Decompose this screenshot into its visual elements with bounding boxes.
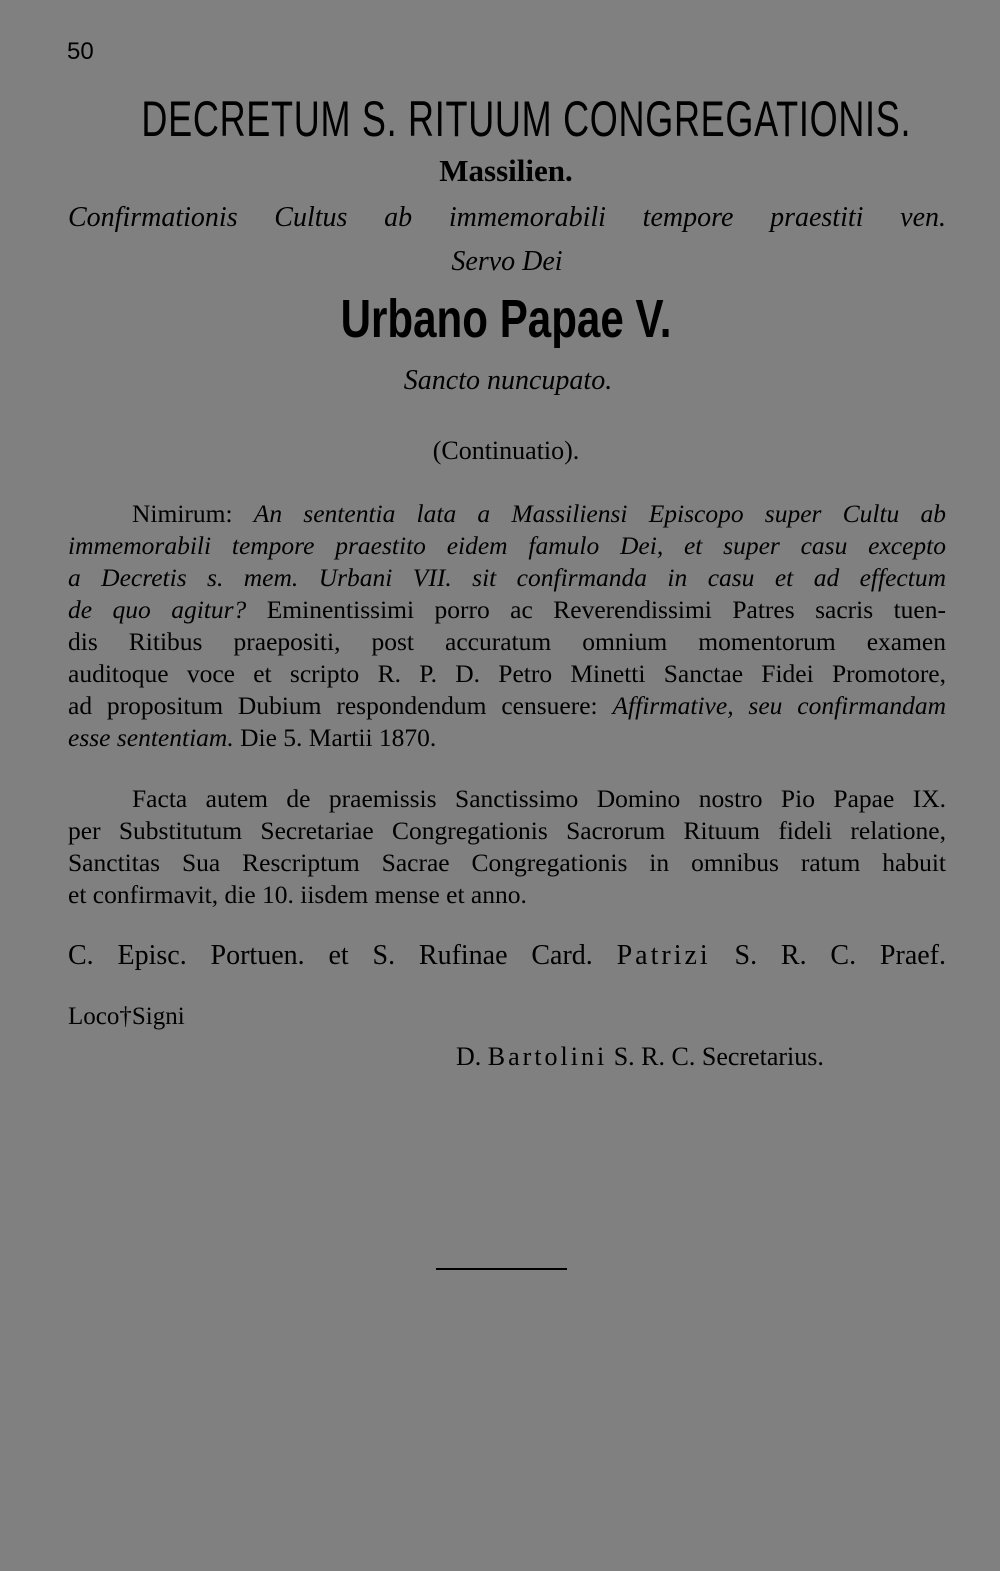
secretary-name: Bartolini bbox=[487, 1042, 608, 1071]
text-italic: Affirmative, seu confirmandam bbox=[612, 691, 946, 720]
diocese-heading: Massilien. bbox=[439, 153, 573, 188]
page-number: 50 bbox=[67, 38, 94, 65]
paragraph-1-line-4 bbox=[68, 594, 946, 626]
signatory-name: Patrizi bbox=[616, 940, 711, 971]
paragraph-2-line-2: per Substitutum Secretariae Congregationis Sacrorum Rituum fideli relatione, bbox=[68, 816, 946, 845]
signatory-prefix: C. Episc. Portuen. et S. Rufinae Card. bbox=[68, 940, 593, 971]
loco-signi: Loco†Signi bbox=[68, 1003, 185, 1030]
text-italic: esse sententiam. bbox=[68, 723, 234, 752]
signatory-suffix: S. R. C. Praef. bbox=[734, 940, 947, 971]
paragraph-1-line-3: a Decretis s. mem. Urbani VII. sit confirmanda in casu et ad effectum bbox=[68, 563, 946, 592]
text-roman: Die 5. Martii 1870. bbox=[233, 723, 437, 752]
sancto-line: Sancto nuncupato. bbox=[403, 365, 613, 396]
text-roman: Nimirum: bbox=[132, 499, 254, 528]
decree-paragraph-1 bbox=[68, 498, 946, 754]
paragraph-1-line-2: immemorabili tempore praestito eidem famulo Dei, et super casu excepto bbox=[68, 531, 946, 560]
continuatio-label: (Continuatio). bbox=[432, 436, 580, 465]
paragraph-2-line-3: Sanctitas Sua Rescriptum Sacrae Congregationis in omnibus ratum habuit bbox=[68, 848, 946, 877]
paragraph-1-line-8 bbox=[68, 722, 946, 754]
paragraph-1-line-1 bbox=[68, 498, 946, 530]
cardinal-signatory bbox=[68, 940, 946, 972]
secretary-suffix: S. R. C. Secretarius. bbox=[613, 1042, 824, 1071]
closing-rule bbox=[436, 1268, 567, 1270]
text-roman: ad propositum Dubium respondendum censuere: bbox=[68, 691, 613, 720]
pope-name-heading: Urbano Papae V. bbox=[340, 289, 672, 349]
paragraph-2-line-1: Facta autem de praemissis Sanctissimo Domino nostro Pio Papae IX. bbox=[132, 784, 946, 813]
text-roman: Eminentissimi porro ac Reverendissimi Patres sacris tuen- bbox=[266, 595, 946, 624]
cause-line-1: Confirmationis Cultus ab immemorabili tempore praestiti ven. bbox=[68, 202, 946, 233]
text-italic: An sententia lata a Massiliensi Episcopo super Cultu ab bbox=[253, 499, 946, 528]
decree-title: DECRETUM S. RITUUM CONGREGATIONIS. bbox=[141, 91, 912, 147]
cause-line-2: Servo Dei bbox=[451, 246, 563, 277]
secretary-prefix: D. bbox=[456, 1042, 482, 1071]
paragraph-1-line-7 bbox=[68, 690, 946, 722]
secretary-signature bbox=[456, 1042, 824, 1072]
paragraph-1-line-5: dis Ritibus praepositi, post accuratum omnium momentorum examen bbox=[68, 627, 946, 656]
paragraph-2-line-4: et confirmavit, die 10. iisdem mense et anno. bbox=[68, 880, 527, 909]
text-italic: de quo agitur? bbox=[68, 595, 267, 624]
paragraph-1-line-6: auditoque voce et scripto R. P. D. Petro Minetti Sanctae Fidei Promotore, bbox=[68, 659, 946, 688]
decree-paragraph-2 bbox=[68, 783, 946, 911]
